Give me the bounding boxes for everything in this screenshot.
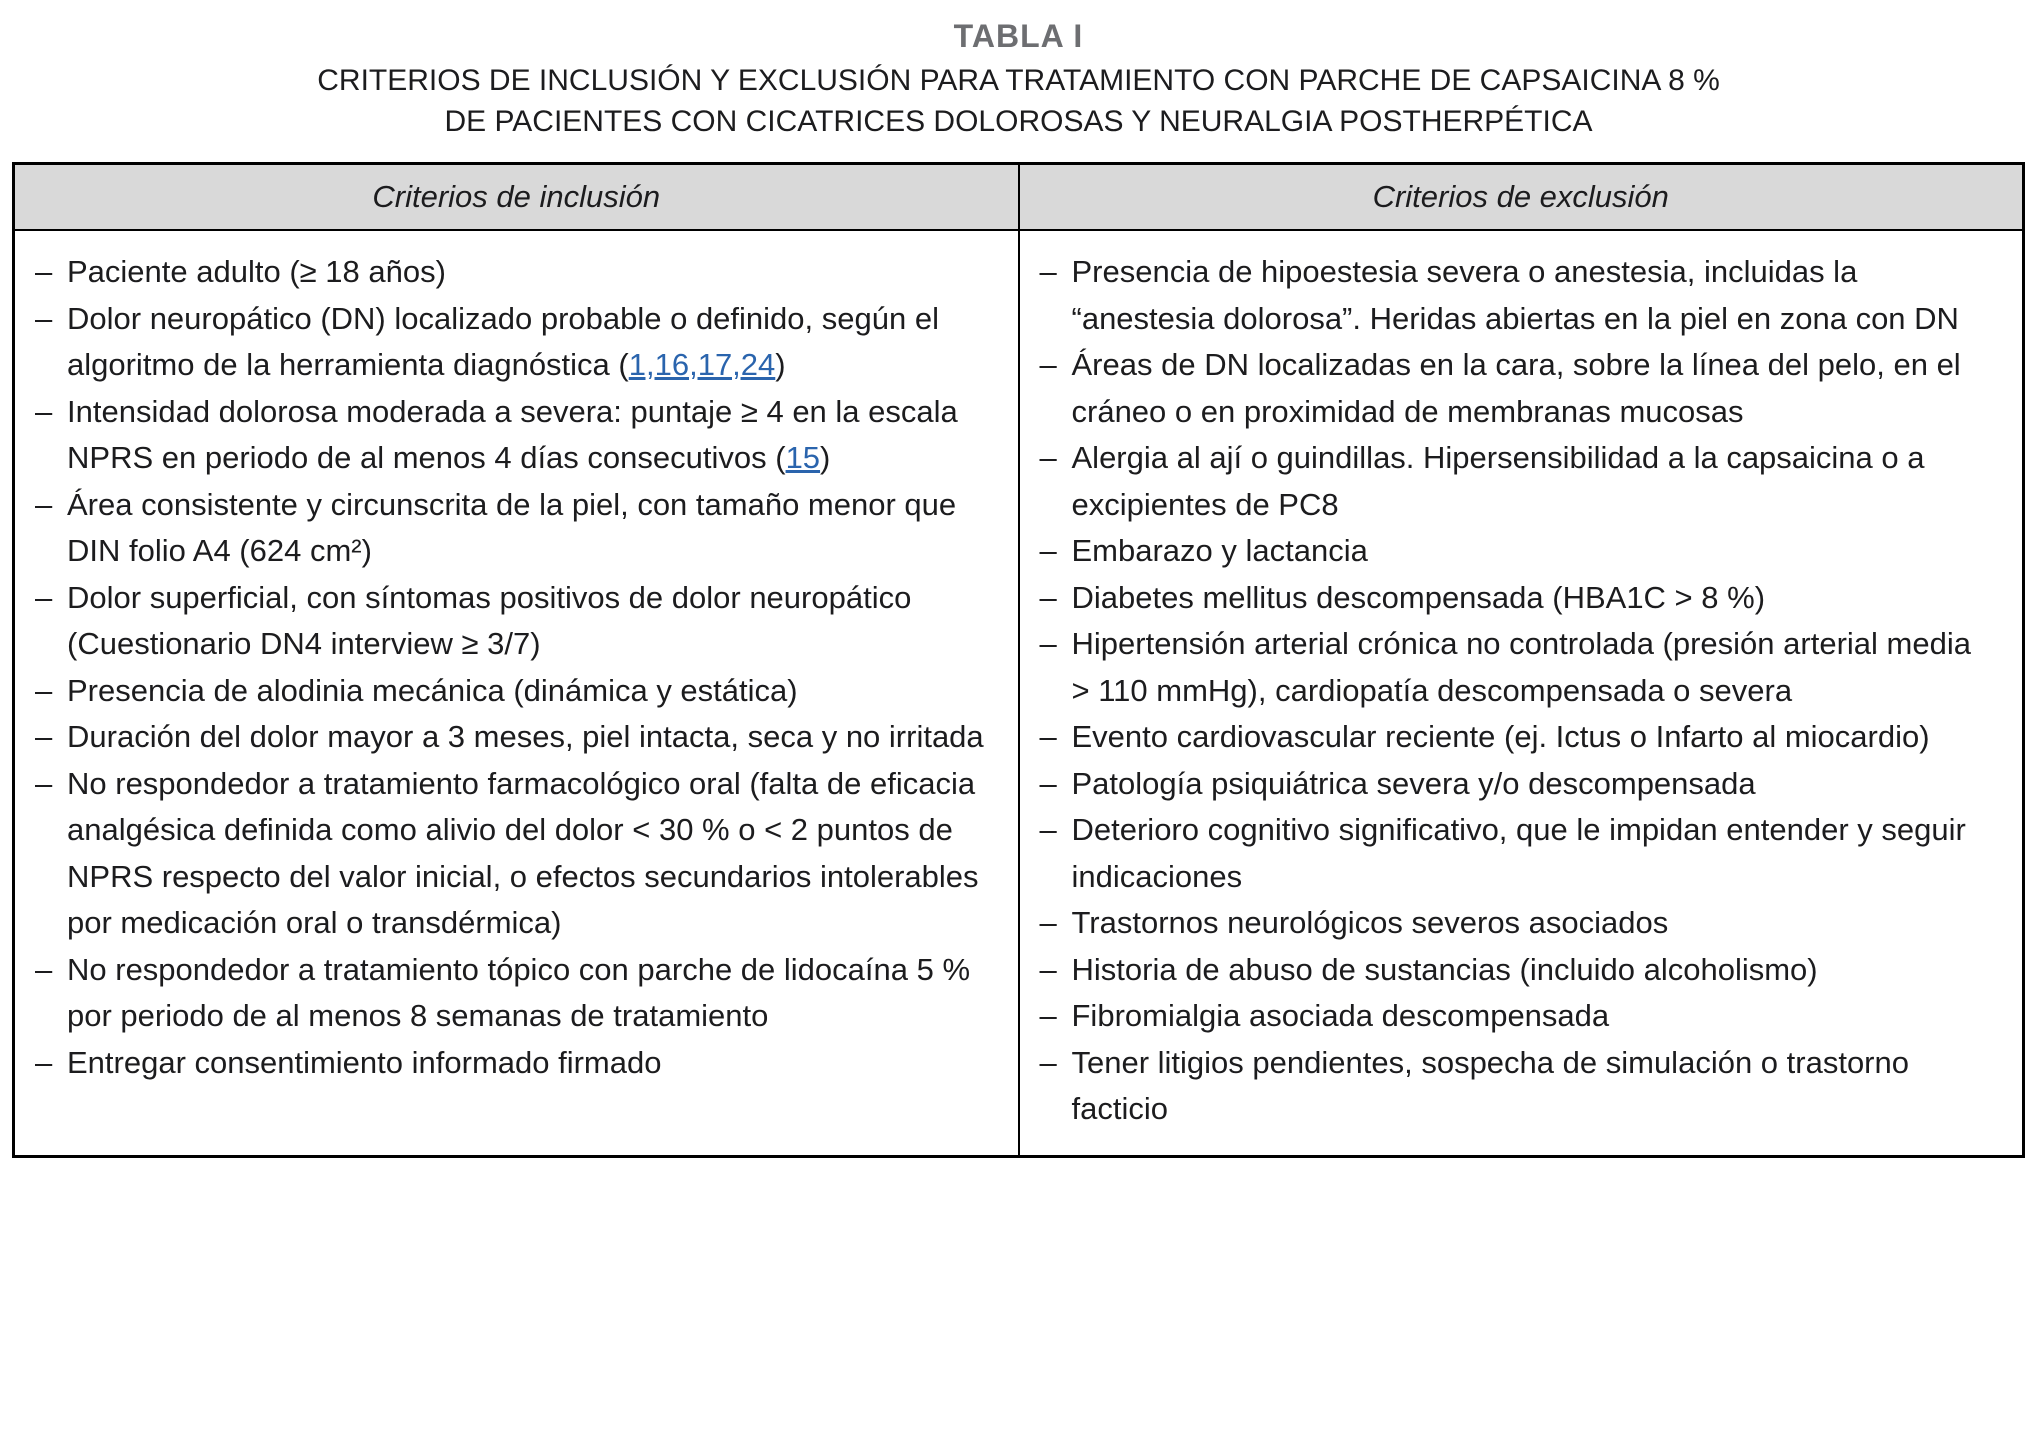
criteria-table <box>12 162 2025 1158</box>
criteria-item <box>1040 993 1997 1040</box>
criteria-text: Áreas de DN localizadas en la cara, sobre la línea del pelo, en el cráneo o en proximidad de membranas mucosas <box>1071 347 1961 429</box>
criteria-text: Deterioro cognitivo significativo, que le impidan entender y seguir indicaciones <box>1071 812 1966 894</box>
criteria-text: Presencia de alodinia mecánica (dinámica y estática) <box>67 672 798 708</box>
bullet-dash: – <box>1039 254 1057 289</box>
bullet-dash: – <box>1039 347 1057 382</box>
bullet-dash: – <box>35 672 53 708</box>
bullet-dash: – <box>1039 440 1057 475</box>
bullet-dash: – <box>1039 719 1057 754</box>
bullet-dash: – <box>1039 626 1057 661</box>
reference-link[interactable]: 1,16,17,24 <box>628 347 776 382</box>
criteria-text: Hipertensión arterial crónica no controlada (presión arterial media > 110 mmHg), cardiopatía descompensada o severa <box>1071 626 1971 708</box>
criteria-item <box>1040 900 1997 947</box>
criteria-item <box>35 389 992 482</box>
criteria-item <box>1040 528 1997 575</box>
criteria-item <box>35 296 992 389</box>
bullet-dash: – <box>35 951 53 987</box>
inclusion-cell <box>14 230 1019 1156</box>
criteria-item <box>35 575 992 668</box>
bullet-dash: – <box>35 486 53 522</box>
criteria-text: Historia de abuso de sustancias (incluido alcoholismo) <box>1071 951 1818 987</box>
criteria-text: Alergia al ají o guindillas. Hipersensibilidad a la capsaicina o a excipientes de PC8 <box>1071 440 1925 522</box>
criteria-item <box>35 947 992 1040</box>
inclusion-column-header: Criterios de inclusión <box>14 164 1019 231</box>
bullet-dash: – <box>35 1044 53 1080</box>
criteria-text: Paciente adulto (≥ 18 años) <box>67 254 446 289</box>
criteria-item <box>1040 947 1997 994</box>
criteria-item <box>35 249 992 296</box>
criteria-item <box>1040 714 1997 761</box>
criteria-text: No respondedor a tratamiento tópico con parche de lidocaína 5 % por periodo de al menos 8 semanas de tratamiento <box>67 951 971 1033</box>
criteria-item <box>1040 1040 1997 1133</box>
table-header-row <box>14 164 2024 231</box>
bullet-dash: – <box>35 719 53 754</box>
reference-link[interactable]: 15 <box>785 440 821 475</box>
criteria-text: Diabetes mellitus descompensada (HBA1C > 8 %) <box>1071 579 1766 615</box>
bullet-dash: – <box>1039 1044 1057 1080</box>
bullet-dash: – <box>35 579 53 615</box>
bullet-dash: – <box>1039 998 1057 1033</box>
table-caption <box>12 18 2025 142</box>
bullet-dash: – <box>1039 905 1057 940</box>
criteria-text: Trastornos neurológicos severos asociados <box>1071 905 1669 940</box>
criteria-text: Evento cardiovascular reciente (ej. Ictus o Infarto al miocardio) <box>1071 719 1930 754</box>
bullet-dash: – <box>35 300 53 336</box>
criteria-item <box>1040 621 1997 714</box>
table-label: TABLA I <box>953 18 1084 54</box>
criteria-item <box>1040 435 1997 528</box>
criteria-item <box>35 1040 992 1087</box>
criteria-text: Área consistente y circunscrita de la piel, con tamaño menor que DIN folio A4 (624 cm²) <box>67 486 957 568</box>
criteria-item <box>1040 249 1997 342</box>
criteria-item <box>35 761 992 947</box>
criteria-text: Dolor superficial, con síntomas positivos de dolor neuropático (Cuestionario DN4 interview ≥ 3/7) <box>67 579 912 661</box>
criteria-item <box>35 668 992 715</box>
criteria-text: No respondedor a tratamiento farmacológico oral (falta de eficacia analgésica definida como alivio del dolor < 30 % o < 2 puntos de NPRS respecto del valor inicial, o efectos secundarios intolerables por medicación oral o transdérmica) <box>67 765 979 940</box>
criteria-text: Entregar consentimiento informado firmado <box>67 1044 662 1080</box>
criteria-text: Presencia de hipoestesia severa o anestesia, incluidas la “anestesia dolorosa”. Heridas abiertas en la piel en zona con DN <box>1071 254 1959 336</box>
bullet-dash: – <box>35 254 53 289</box>
criteria-text: Embarazo y lactancia <box>1071 533 1368 568</box>
exclusion-column-header: Criterios de exclusión <box>1019 164 2024 231</box>
inclusion-criteria-list <box>35 249 992 1086</box>
bullet-dash: – <box>35 765 53 801</box>
exclusion-cell <box>1019 230 2024 1156</box>
criteria-text: Fibromialgia asociada descompensada <box>1071 998 1610 1033</box>
bullet-dash: – <box>1039 765 1057 801</box>
criteria-text: Patología psiquiátrica severa y/o descompensada <box>1071 765 1756 801</box>
exclusion-criteria-list <box>1040 249 1997 1133</box>
bullet-dash: – <box>35 393 53 429</box>
bullet-dash: – <box>1039 951 1057 987</box>
criteria-item <box>1040 807 1997 900</box>
criteria-item <box>35 714 992 761</box>
criteria-text: Intensidad dolorosa moderada a severa: puntaje ≥ 4 en la escala NPRS en periodo de al menos 4 días consecutivos (15) <box>67 393 958 475</box>
criteria-item <box>1040 575 1997 622</box>
bullet-dash: – <box>1039 812 1057 847</box>
criteria-item <box>1040 342 1997 435</box>
criteria-text: Tener litigios pendientes, sospecha de simulación o trastorno facticio <box>1071 1044 1909 1126</box>
table-title-line-1: CRITERIOS DE INCLUSIÓN Y EXCLUSIÓN PARA TRATAMIENTO CON PARCHE DE CAPSAICINA 8 % <box>317 64 1720 97</box>
criteria-item <box>35 482 992 575</box>
bullet-dash: – <box>1039 579 1057 615</box>
criteria-text: Dolor neuropático (DN) localizado probable o definido, según el algoritmo de la herramienta diagnóstica (1,16,17,24) <box>67 300 939 382</box>
criteria-text: Duración del dolor mayor a 3 meses, piel intacta, seca y no irritada <box>67 719 984 754</box>
bullet-dash: – <box>1039 533 1057 568</box>
table-title-line-2: DE PACIENTES CON CICATRICES DOLOROSAS Y NEURALGIA POSTHERPÉTICA <box>444 104 1593 138</box>
table-body-row <box>14 230 2024 1156</box>
criteria-item <box>1040 761 1997 808</box>
